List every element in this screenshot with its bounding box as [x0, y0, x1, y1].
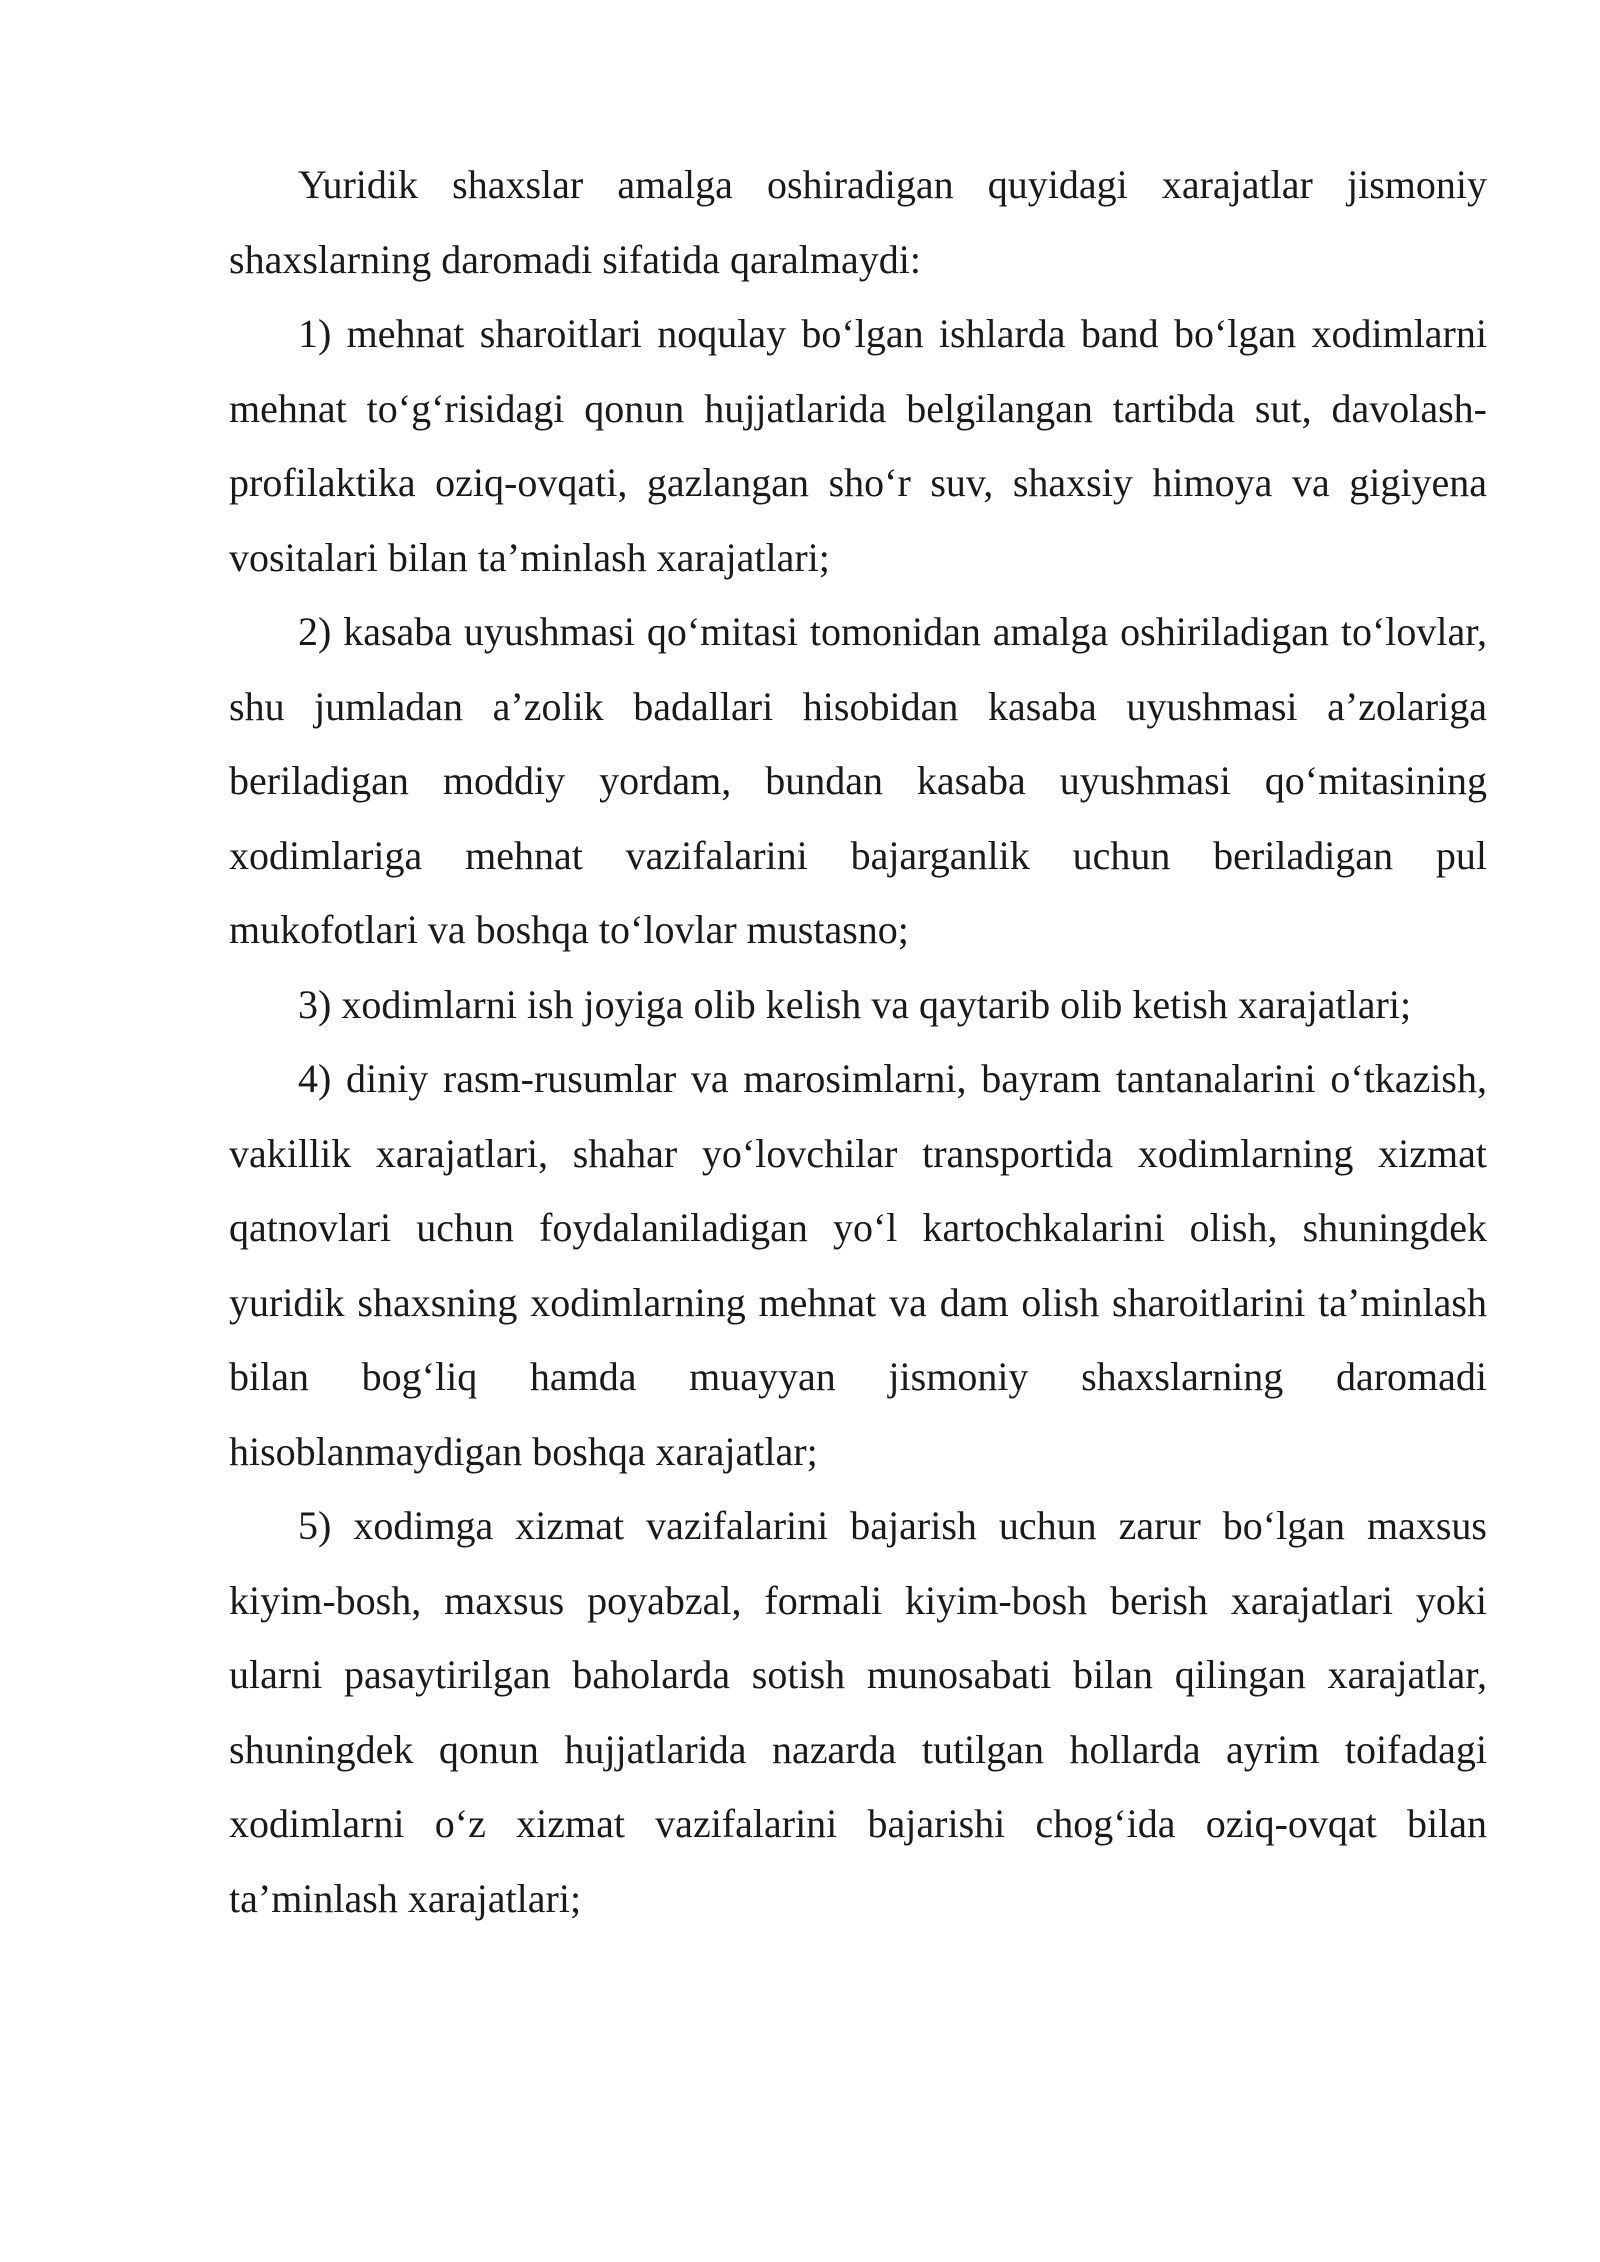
list-item-2: 2) kasaba uyushmasi qo‘mitasi tomonidan amalga oshiriladigan to‘lovlar, shu jumladan a’zolik badallari hisobidan kasaba uyushmasi a’zolariga beriladigan moddiy yordam, bundan kasaba uyushmasi qo‘mitasining xodimlariga mehnat vazifalarini bajarganlik uchun beriladigan pul mukofotlari va boshqa to‘lovlar mustasno;: [229, 609, 1487, 952]
paragraph-intro: Yuridik shaxslar amalga oshiradigan quyidagi xarajatlar jismoniy shaxslarning daromadi sifatida qaralmaydi:: [229, 162, 1487, 282]
list-item-3: 3) xodimlarni ish joyiga olib kelish va qaytarib olib ketish xarajatlari;: [298, 981, 1412, 1027]
document-body: [229, 148, 1487, 1936]
list-item-4: 4) diniy rasm-rusumlar va marosimlarni, bayram tantanalarini o‘tkazish, vakillik xarajatlari, shahar yo‘lovchilar transportida xodimlarning xizmat qatnovlari uchun foydalaniladigan yo‘l kartochkalarini olish, shuningdek yuridik shaxsning xodimlarning mehnat va dam olish sharoitlarini ta’minlash bilan bog‘liq hamda muayyan jismoniy shaxslarning daromadi hisoblanmaydigan boshqa xarajatlar;: [229, 1056, 1487, 1474]
list-item-5: 5) xodimga xizmat vazifalarini bajarish uchun zarur bo‘lgan maxsus kiyim-bosh, maxsus poyabzal, formali kiyim-bosh berish xarajatlari yoki ularni pasaytirilgan baholarda sotish munosabati bilan qilingan xarajatlar, shuningdek qonun hujjatlarida nazarda tutilgan hollarda ayrim toifadagi xodimlarni o‘z xizmat vazifalarini bajarishi chog‘ida oziq-ovqat bilan ta’minlash xarajatlari;: [229, 1503, 1487, 1921]
list-item-1: 1) mehnat sharoitlari noqulay bo‘lgan ishlarda band bo‘lgan xodimlarni mehnat to‘g‘risidagi qonun hujjatlarida belgilangan tartibda sut, davolash-profilaktika oziq-ovqati, gazlangan sho‘r suv, shaxsiy himoya va gigiyena vositalari bilan ta’minlash xarajatlari;: [229, 311, 1487, 580]
